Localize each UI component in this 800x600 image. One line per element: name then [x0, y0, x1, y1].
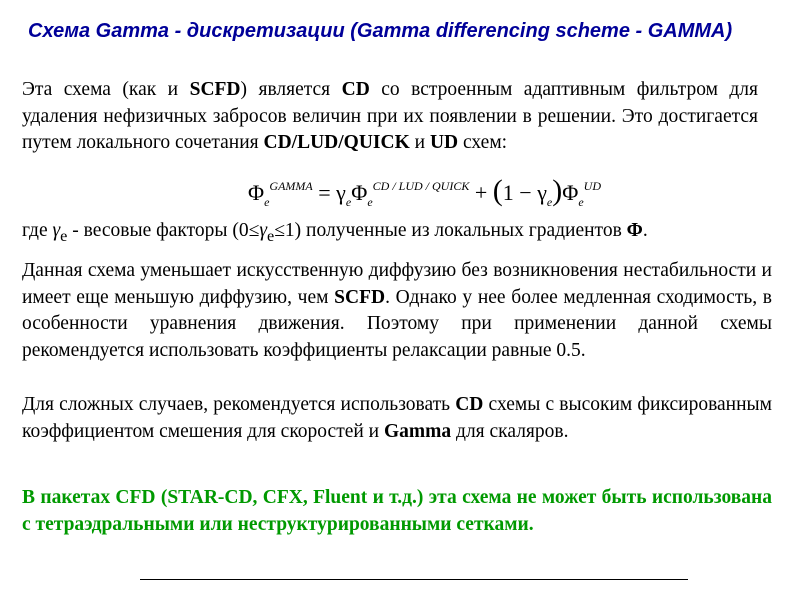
- formula-rparen: ): [552, 174, 563, 207]
- formula-sub: e: [345, 195, 352, 209]
- formula-sup-gamma: GAMMA: [269, 179, 313, 193]
- cd-term: CD: [341, 79, 370, 100]
- text-run: . Однако у нее более медленная сходимость, в особенности уравнения движения. Поэтому при применении данной схемы рекомендуется использовать коэффициенты релаксации равные 0.5.: [22, 286, 772, 361]
- scfd-term: SCFD: [189, 79, 241, 100]
- text-run: где: [22, 220, 53, 241]
- text-run: Для сложных случаев, рекомендуется использовать: [22, 394, 456, 415]
- ud-term: UD: [429, 132, 459, 153]
- text-run: ≤1) полученные из локальных градиентов: [274, 220, 627, 241]
- cd-term: CD: [455, 394, 484, 415]
- formula-gamma: γ: [336, 180, 346, 205]
- text-run: схемы с высоким фиксированным коэффициентом смешения для скоростей и: [22, 394, 772, 442]
- phi-symbol: Φ: [626, 220, 643, 241]
- formula-plus: +: [469, 180, 493, 205]
- formula-lparen: (: [492, 174, 503, 207]
- text-run: со встроенным адаптивным фильтром для удаления нефизичных забросов величин при их появлении в решении. Это достигается путем локального сочетания: [22, 79, 758, 153]
- formula-sub: e: [264, 195, 270, 209]
- schemes-term: CD/LUD/QUICK: [263, 132, 410, 153]
- formula-phi: Φ: [248, 180, 265, 205]
- gamma-term: Gamma: [384, 420, 452, 442]
- text-run: схем:: [458, 132, 508, 153]
- gamma-symbol: γ: [259, 220, 267, 241]
- formula-phi: Φ: [562, 180, 579, 205]
- cfd-packages-note: В пакетах CFD (STAR-CD, CFX, Fluent и т.д.) эта схема не может быть использована с тетраэдральными или неструктурированными сетками.: [22, 487, 772, 535]
- formula-one-minus: 1 −: [502, 180, 538, 205]
- formula-sub: e: [578, 195, 584, 209]
- gamma-subscript: e: [267, 226, 275, 245]
- formula-sub: e: [367, 195, 373, 209]
- footer-divider: [140, 579, 688, 580]
- text-run: ) является: [240, 79, 342, 100]
- slide-title: Схема Gamma - дискретизации (Gamma differencing scheme - GAMMA): [28, 20, 733, 42]
- diffusion-paragraph: [22, 258, 772, 364]
- intro-paragraph: [22, 77, 758, 157]
- text-run: и: [409, 132, 430, 153]
- formula-sup-cd: CD / LUD / QUICK: [372, 179, 470, 193]
- weights-paragraph: [22, 218, 762, 249]
- formula-phi: Φ: [351, 180, 368, 205]
- formula-gamma: γ: [537, 180, 547, 205]
- formula-sup-ud: UD: [583, 179, 602, 193]
- text-run: .: [642, 220, 648, 241]
- text-run: Данная схема уменьшает искусственную диффузию без возникновения нестабильности и имеет еще меньшую диффузию, чем: [22, 260, 772, 308]
- gamma-scheme-formula: [248, 166, 601, 222]
- gamma-symbol: γ: [52, 220, 61, 241]
- scfd-term: SCFD: [334, 286, 386, 308]
- formula-equals: =: [312, 180, 337, 205]
- complex-cases-paragraph: [22, 392, 772, 445]
- text-run: для скаляров.: [451, 420, 569, 442]
- formula-sub: e: [546, 195, 553, 209]
- gamma-subscript: e: [60, 226, 68, 245]
- text-run: - весовые факторы (0≤: [67, 220, 260, 241]
- text-run: Эта схема (как и: [22, 79, 190, 100]
